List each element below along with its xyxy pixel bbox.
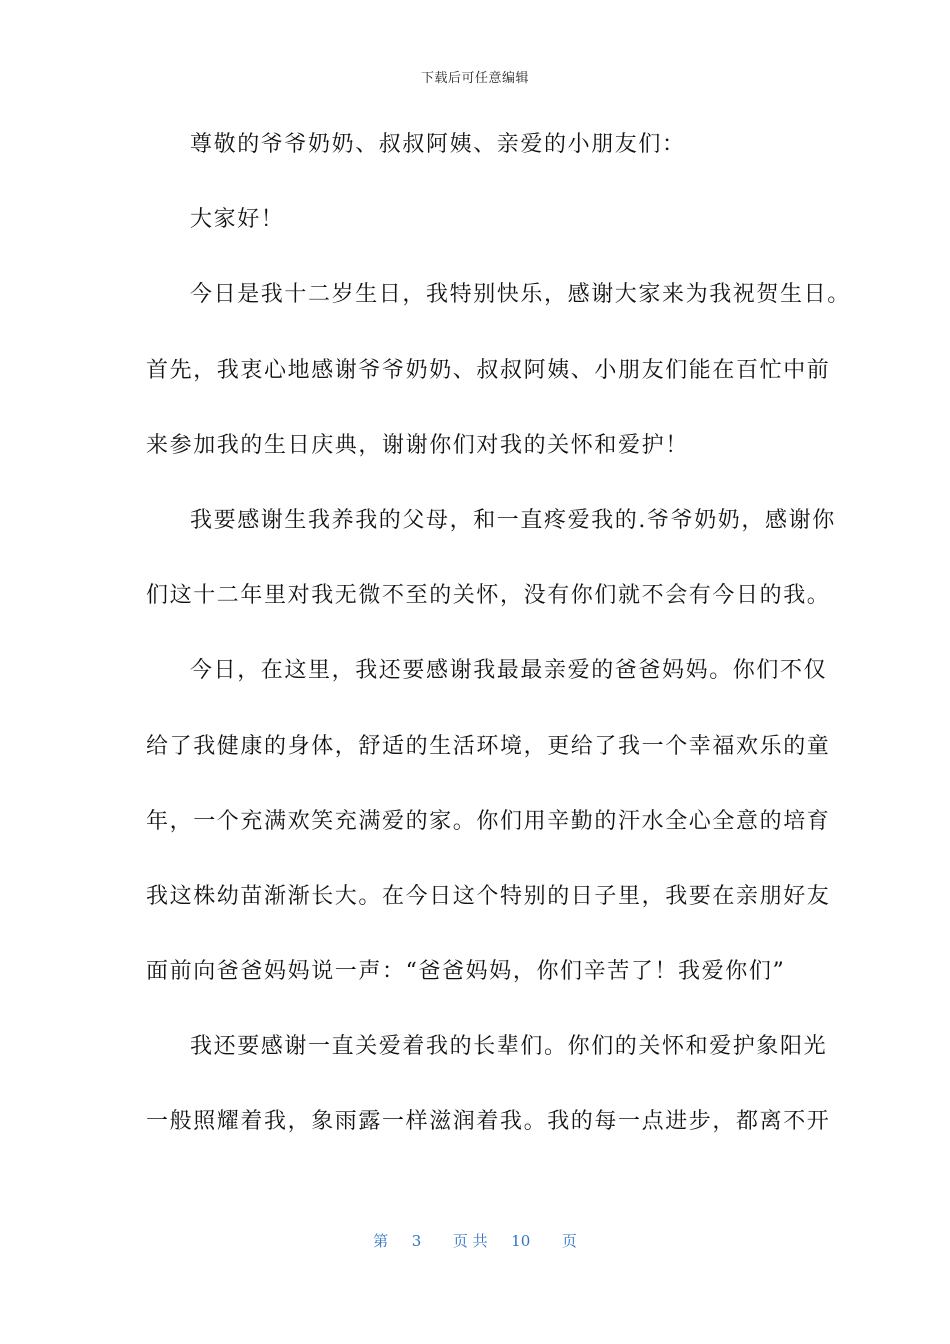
blank-line bbox=[146, 389, 826, 427]
blank-line bbox=[146, 840, 826, 878]
paragraph-line: 们这十二年里对我无微不至的关怀，没有你们就不会有今日的我。 bbox=[146, 583, 831, 609]
blank-line bbox=[146, 615, 826, 653]
footer-prefix: 第 bbox=[373, 1232, 389, 1250]
greeting-line: 大家好！ bbox=[190, 207, 285, 233]
blank-line bbox=[146, 1066, 826, 1104]
blank-line bbox=[146, 915, 826, 953]
blank-line bbox=[146, 164, 826, 202]
footer-suffix: 页 bbox=[561, 1232, 577, 1250]
blank-line bbox=[146, 540, 826, 578]
paragraph-line: 一般照耀着我，象雨露一样滋润着我。我的每一点进步，都离不开 bbox=[146, 1109, 831, 1135]
footer-middle: 页 共 bbox=[452, 1232, 488, 1250]
paragraph-line: 今日是我十二岁生日，我特别快乐，感谢大家来为我祝贺生日。 bbox=[190, 282, 851, 308]
paragraph-line: 我要感谢生我养我的父母，和一直疼爱我的.爷爷奶奶，感谢你 bbox=[190, 507, 836, 533]
paragraph-line: 年，一个充满欢笑充满爱的家。你们用辛勤的汗水全心全意的培育 bbox=[146, 808, 831, 834]
current-page-number: 3 bbox=[411, 1232, 422, 1250]
blank-line bbox=[146, 765, 826, 803]
blank-line bbox=[146, 690, 826, 728]
blank-line bbox=[146, 239, 826, 277]
blank-line bbox=[146, 314, 826, 352]
paragraph-line: 面前向爸爸妈妈说一声：“爸爸妈妈，你们辛苦了！我爱你们” bbox=[146, 959, 786, 985]
paragraph-line: 我还要感谢一直关爱着我的长辈们。你们的关怀和爱护象阳光 bbox=[190, 1034, 828, 1060]
paragraph-line: 来参加我的生日庆典，谢谢你们对我的关怀和爱护！ bbox=[146, 432, 689, 458]
salutation-line: 尊敬的爷爷奶奶、叔叔阿姨、亲爱的小朋友们： bbox=[190, 132, 686, 157]
paragraph-line: 给了我健康的身体，舒适的生活环境，更给了我一个幸福欢乐的童 bbox=[146, 733, 831, 759]
page-footer bbox=[0, 1230, 950, 1251]
blank-line bbox=[146, 464, 826, 502]
total-pages-number: 10 bbox=[511, 1232, 531, 1250]
blank-line bbox=[146, 991, 826, 1029]
document-body bbox=[146, 126, 851, 1141]
paragraph-line: 今日，在这里，我还要感谢我最最亲爱的爸爸妈妈。你们不仅 bbox=[190, 658, 828, 684]
paragraph-line: 我这株幼苗渐渐长大。在今日这个特别的日子里，我要在亲朋好友 bbox=[146, 883, 831, 909]
paragraph-line: 首先，我衷心地感谢爷爷奶奶、叔叔阿姨、小朋友们能在百忙中前 bbox=[146, 357, 831, 383]
header-note: 下载后可任意编辑 bbox=[420, 71, 529, 86]
